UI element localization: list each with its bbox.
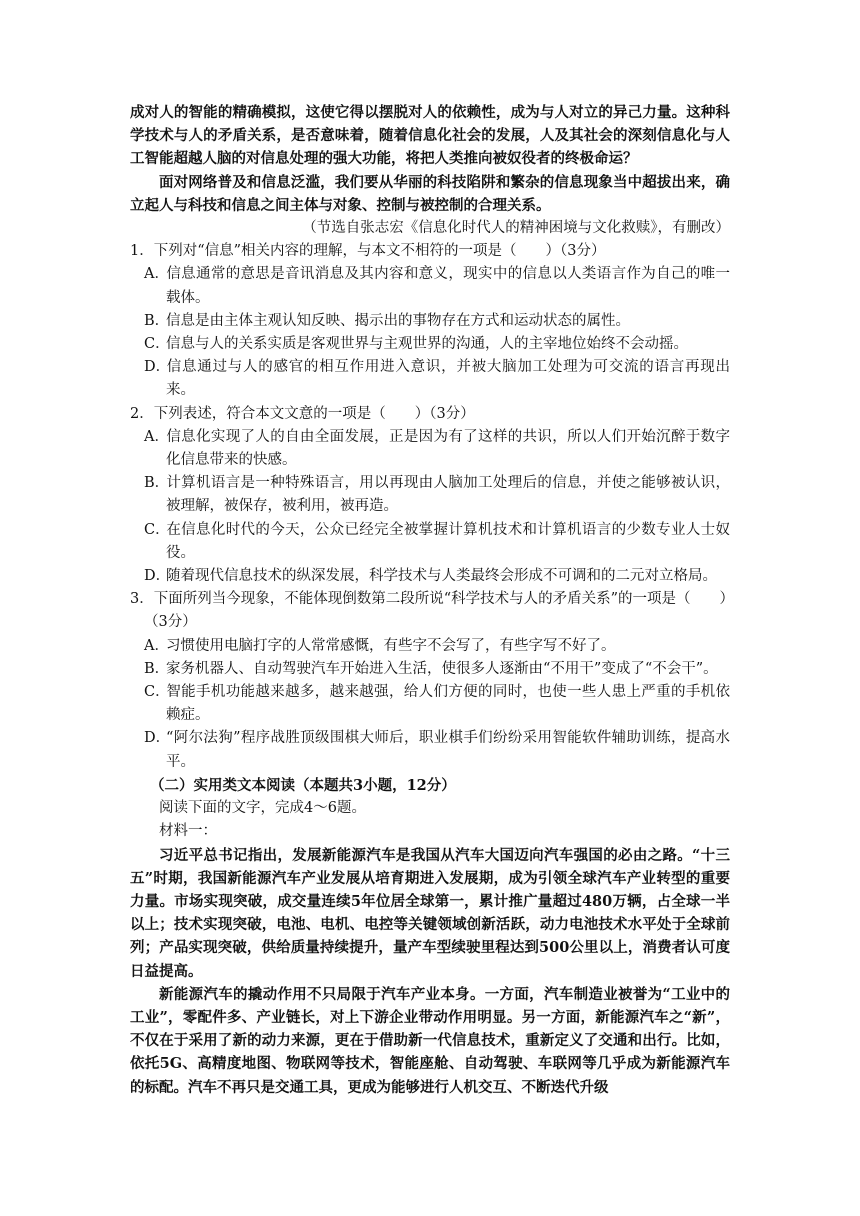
page-content xyxy=(130,101,735,1099)
option-b xyxy=(144,658,730,681)
option-a xyxy=(144,635,730,658)
option-b xyxy=(144,310,730,333)
option-c xyxy=(144,333,730,356)
option-text: 信息是由主体主观认知反映、揭示出的事物存在方式和运动状态的属性。 xyxy=(166,312,630,329)
option-text: 习惯使用电脑打字的人常常感慨，有些字不会写了，有些字写不好了。 xyxy=(166,637,616,654)
option-c xyxy=(144,519,730,565)
option-text: 在信息化时代的今天，公众已经完全被掌握计算机技术和计算机语言的少数专业人士奴役。 xyxy=(166,521,730,561)
section-instruction: 阅读下面的文字，完成4～6题。 xyxy=(159,800,366,817)
option-text: 信息通过与人的感官的相互作用进入意识，并被大脑加工处理为可交流的语言再现出来。 xyxy=(166,359,730,399)
option-letter: A． xyxy=(144,637,169,654)
passage1-paragraph-2: 面对网络普及和信息泛滥，我们要从华丽的科技陷阱和繁杂的信息现象当中超拔出来，确立起人与科技和信息之间主体与对象、控制与被控制的合理关系。 xyxy=(130,173,730,214)
option-c xyxy=(144,681,730,727)
option-letter: C． xyxy=(144,336,170,353)
option-d xyxy=(144,565,730,588)
option-letter: A． xyxy=(144,266,169,283)
option-a xyxy=(144,426,730,472)
question-stem: 2．下列表述，符合本文文意的一项是（ ）（3分） xyxy=(130,405,475,422)
passage1-paragraph-1: 成对人的智能的精确模拟，这使它得以摆脱对人的依赖性，成为与人对立的异己力量。这种科学技术与人的矛盾关系，是否意味着，随着信息化社会的发展，人及其社会的深刻信息化与人工智能超越人脑的对信息处理的强大功能，将把人类推向被奴役者的终极命运？ xyxy=(130,104,730,168)
question-stem: 1．下列对“信息”相关内容的理解，与本文不相符的一项是（ ）（3分） xyxy=(130,243,606,260)
option-letter: C． xyxy=(144,521,170,538)
material-paragraph-1: 习近平总书记指出，发展新能源汽车是我国从汽车大国迈向汽车强国的必由之路。“十三五”时期，我国新能源汽车产业发展从培育期进入发展期，成为引领全球汽车产业转型的重要力量。市场实现突破，成交量连续5年位居全球第一，累计推广量超过480万辆，占全球一半以上；技术实现突破，电池、电机、电控等关键领域创新活跃，动力电池技术水平处于全球前列；产品实现突破，供给质量持续提升，量产车型续驶里程达到500公里以上，消费者认可度日益提高。 xyxy=(130,846,730,980)
question-stem: 3．下面所列当今现象，不能体现倒数第二段所说“科学技术与人的矛盾关系”的一项是（ ） xyxy=(130,591,735,608)
option-letter: D． xyxy=(144,568,171,585)
option-text: 信息与人的关系实质是客观世界与主观世界的沟通，人的主宰地位始终不会动摇。 xyxy=(166,336,688,353)
option-text: “阿尔法狗”程序战胜顶级围棋大师后，职业棋手们纷纷采用智能软件辅助训练，提高水平。 xyxy=(166,730,730,770)
option-letter: A． xyxy=(144,428,169,445)
passage1-source: （节选自张志宏《信息化时代人的精神困境与文化救赎》，有删改） xyxy=(302,220,730,237)
option-d xyxy=(144,356,730,402)
option-letter: B． xyxy=(144,312,170,329)
question-score: （3分） xyxy=(144,614,197,631)
option-d xyxy=(144,727,730,773)
question-3 xyxy=(130,588,735,774)
option-letter: D． xyxy=(144,359,171,376)
material-paragraph-2: 新能源汽车的撬动作用不只局限于汽车产业本身。一方面，汽车制造业被誉为“工业中的工业”，零配件多、产业链长，对上下游企业带动作用明显。另一方面，新能源汽车之“新”，不仅在于采用了新的动力来源，更在于借助新一代信息技术，重新定义了交通和出行。比如，依托5G、高精度地图、物联网等技术，智能座舱、自动驾驶、车联网等几乎成为新能源汽车的标配。汽车不再只是交通工具，更成为能够进行人机交互、不断迭代升级 xyxy=(130,985,730,1096)
option-letter: C． xyxy=(144,684,170,701)
option-text: 计算机语言是一种特殊语言，用以再现由人脑加工处理后的信息，并使之能够被认识，被理解，被保存，被利用，被再造。 xyxy=(166,475,730,515)
option-letter: B． xyxy=(144,475,170,492)
option-text: 信息化实现了人的自由全面发展，正是因为有了这样的共识，所以人们开始沉醉于数字化信息带来的快感。 xyxy=(166,428,730,469)
section-heading: （二）实用类文本阅读（本题共3小题，12分） xyxy=(150,776,456,794)
option-letter: B． xyxy=(144,660,170,677)
option-letter: D． xyxy=(144,730,171,747)
option-b xyxy=(144,472,730,518)
option-text: 随着现代信息技术的纵深发展，科学技术与人类最终会形成不可调和的二元对立格局。 xyxy=(166,568,717,585)
option-text: 智能手机功能越来越多，越来越强，给人们方便的同时，也使一些人患上严重的手机依赖症。 xyxy=(166,684,730,724)
material-label: 材料一： xyxy=(159,823,217,840)
option-a xyxy=(144,263,730,309)
option-text: 信息通常的意思是音讯消息及其内容和意义，现实中的信息以人类语言作为自己的唯一载体。 xyxy=(166,266,730,306)
question-1 xyxy=(130,240,730,402)
option-text: 家务机器人、自动驾驶汽车开始进入生活，使很多人逐渐由“不用干”变成了“不会干”。 xyxy=(166,660,718,677)
question-2 xyxy=(130,403,730,589)
